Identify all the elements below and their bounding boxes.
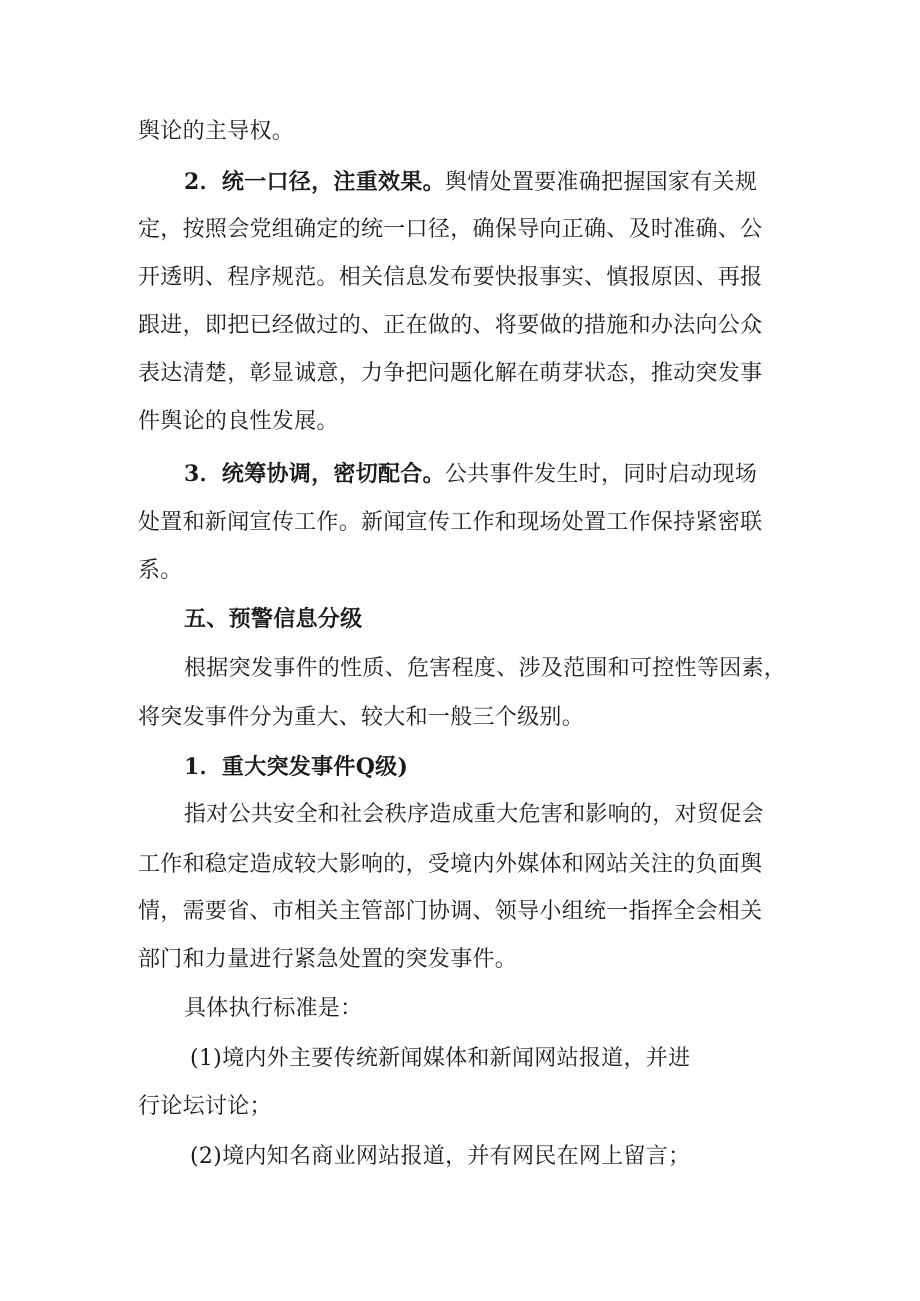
principle-3-line [184, 459, 757, 490]
principle-2-heading: 2．统一口径，注重效果。 [184, 169, 445, 195]
body-line: 处置和新闻宣传工作。新闻宣传工作和现场处置工作保持紧密联 [138, 510, 763, 535]
principle-2-text: 舆情处置要准确把握国家有关规 [444, 170, 758, 195]
section-5-title: 五、预警信息分级 [184, 606, 363, 632]
body-line: 跟进，即把已经做过的、正在做的、将要做的措施和办法向公众 [138, 313, 763, 338]
body-line: 定，按照会党组确定的统一口径，确保导向正确、及时准确、公 [138, 217, 763, 242]
body-line: 系。 [138, 558, 183, 583]
standard-item-1: (1)境内外主要传统新闻媒体和新闻网站报道，并进 [190, 1046, 691, 1071]
body-line: 根据突发事件的性质、危害程度、涉及范围和可控性等因素， [184, 656, 787, 681]
body-line: 工作和稳定造成较大影响的，受境内外媒体和网站关注的负面舆 [138, 852, 763, 877]
body-line: 开透明、程序规范。相关信息发布要快报事实、慎报原因、再报 [138, 265, 763, 290]
principle-3-text: 公共事件发生时，同时启动现场 [444, 462, 758, 487]
level-1-heading: 1．重大突发事件Q级) [184, 754, 409, 780]
standard-item-2: (2)境内知名商业网站报道，并有网民在网上留言； [190, 1144, 691, 1169]
principle-3-heading: 3．统筹协调，密切配合。 [184, 461, 445, 487]
standards-intro: 具体执行标准是： [184, 996, 363, 1021]
body-line: 将突发事件分为重大、较大和一般三个级别。 [138, 705, 585, 730]
body-line: 情，需要省、市相关主管部门协调、领导小组统一指挥全会相关 [138, 899, 763, 924]
body-line: 表达清楚，彰显诚意，力争把问题化解在萌芽状态，推动突发事 [138, 361, 763, 386]
body-line: 件舆论的良性发展。 [138, 409, 339, 434]
body-line: 部门和力量进行紧急处置的突发事件。 [138, 947, 518, 972]
standard-item-1-continued: 行论坛讨论； [138, 1094, 272, 1119]
paragraph-tail: 舆论的主导权。 [138, 119, 295, 144]
body-line: 指对公共安全和社会秩序造成重大危害和影响的，对贸促会 [184, 802, 764, 827]
principle-2-line [184, 167, 757, 198]
